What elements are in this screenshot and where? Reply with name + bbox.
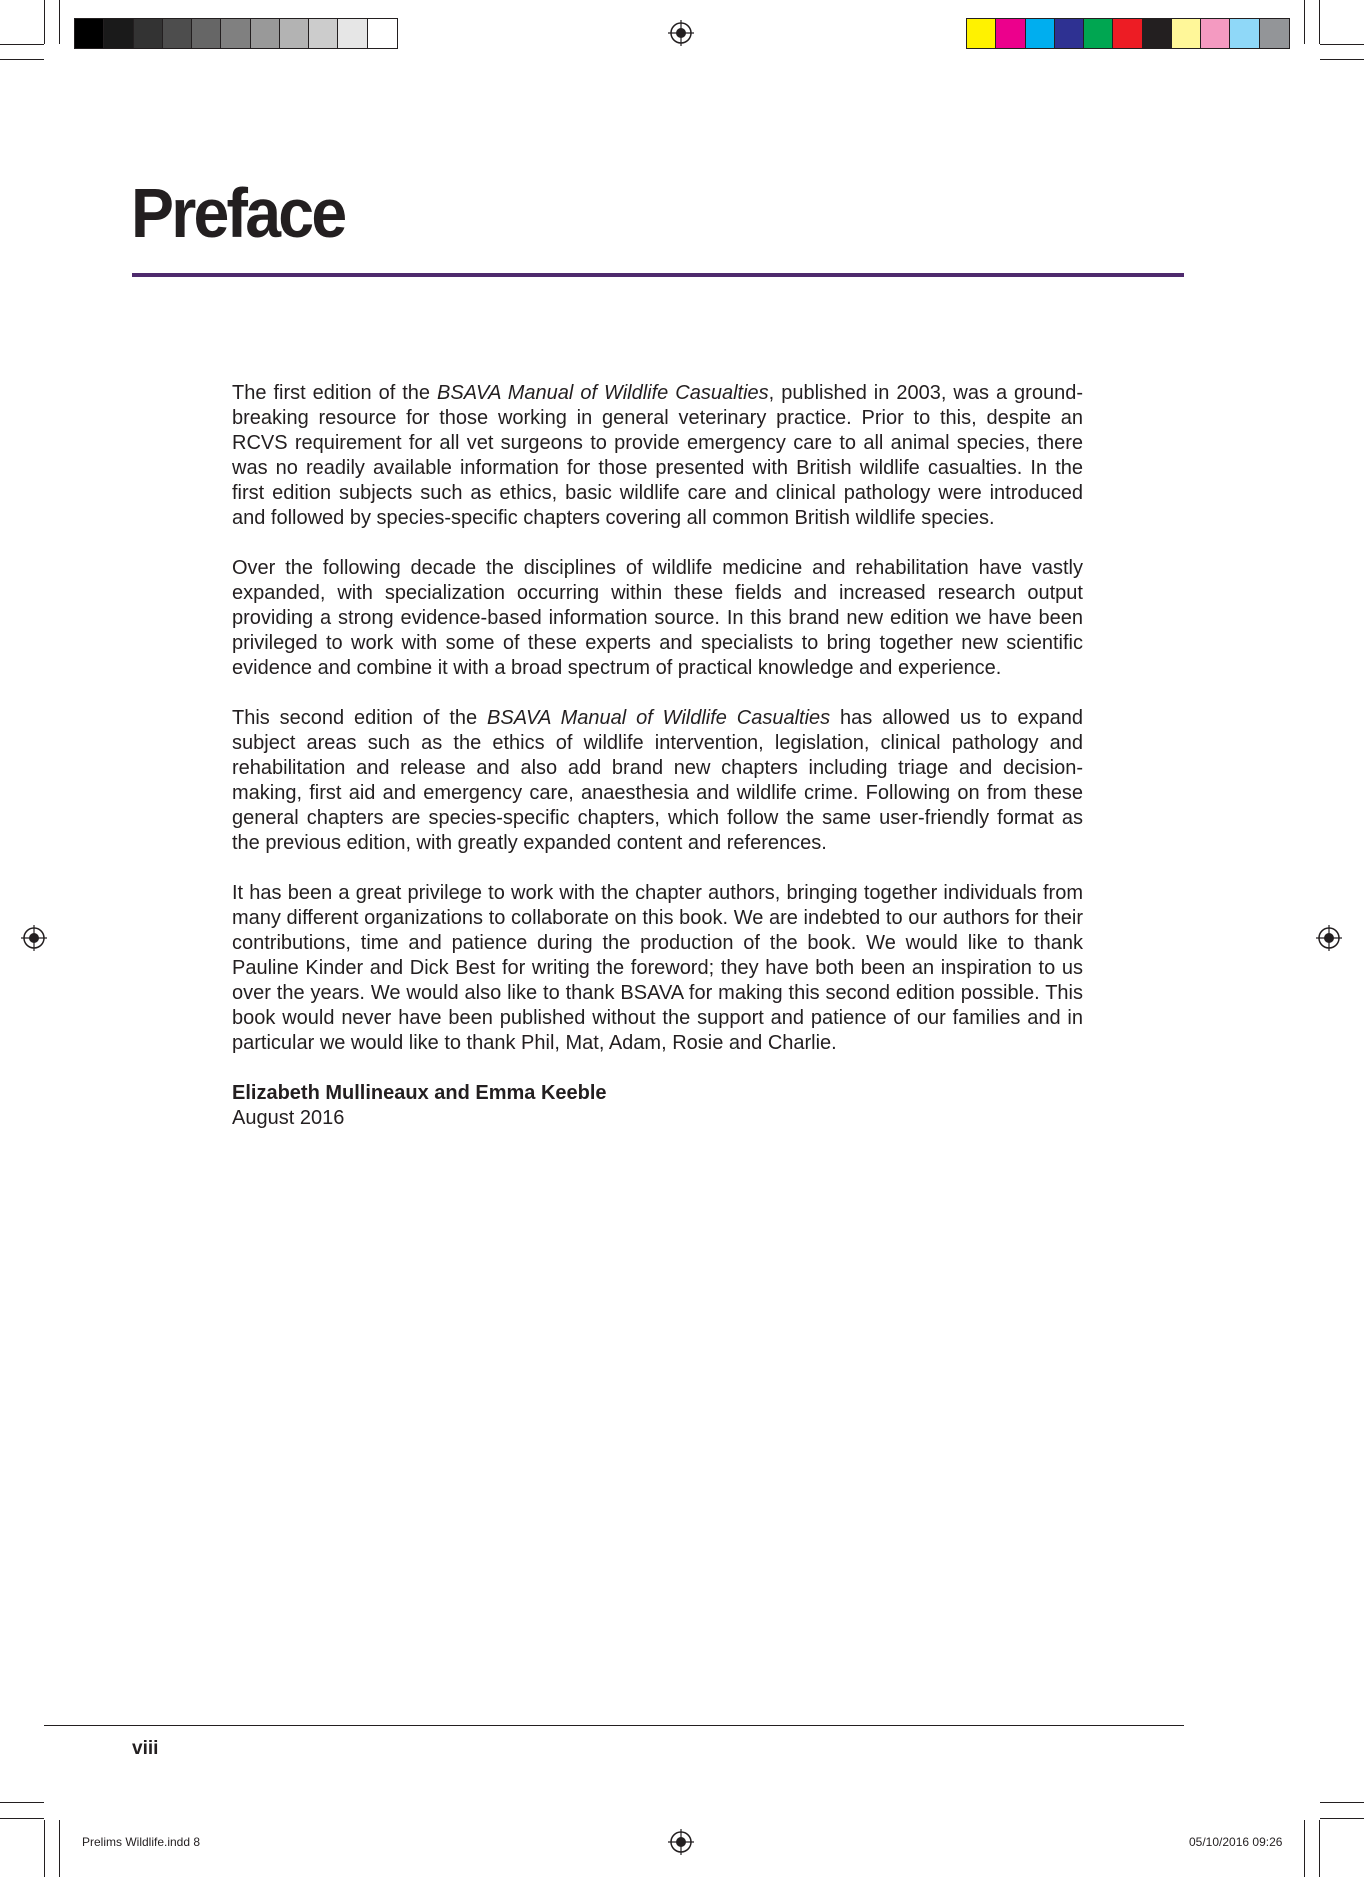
crop-mark <box>1320 1818 1364 1819</box>
color-swatch <box>134 19 163 48</box>
color-swatch <box>1230 19 1259 48</box>
registration-mark-icon <box>668 1829 694 1855</box>
color-swatch <box>368 19 397 48</box>
text-run: This second edition of the <box>232 707 488 729</box>
book-title-italic: BSAVA Manual of Wildlife Casualties <box>487 707 831 729</box>
text-run: , published in 2003, was a ground-breaking resource for those working in general veterinary practice. Prior to this, despite an RCVS requirement for all vet surgeons to provide emergency care to all animal species, there was no readily available information for those presented with British wildlife casualties. In the first edition subjects such as ethics, basic wildlife care and clinical pathology were introduced and followed by species-specific chapters covering all common British wildlife species. <box>232 382 1083 529</box>
text-run: The first edition of the <box>232 382 438 404</box>
slug-datetime: 05/10/2016 09:26 <box>1189 1835 1283 1849</box>
crop-mark <box>1320 59 1364 60</box>
color-swatch <box>996 19 1025 48</box>
color-swatch <box>163 19 192 48</box>
crop-mark <box>59 0 60 44</box>
text-run: has allowed us to expand subject areas such as the ethics of wildlife intervention, legislation, clinical pathology and rehabilitation and release and also add brand new chapters including triage and decision-making, first aid and emergency care, anaesthesia and wildlife crime. Following on from these general chapters are species-specific chapters, which follow the same user-friendly format as the previous edition, with greatly expanded content and references. <box>232 707 1083 854</box>
paragraph-4: It has been a great privilege to work with the chapter authors, bringing together individuals from many different organizations to collaborate on this book. We are indebted to our authors for their contributions, time and patience during the production of the book. We would like to thank Pauline Kinder and Dick Best for writing the foreword; they have both been an inspiration to us over the years. We would also like to thank BSAVA for making this second edition possible. This book would never have been published without the support and patience of our families and in particular we would like to thank Phil, Mat, Adam, Rosie and Charlie. <box>232 882 1083 1054</box>
page-title: Preface <box>131 174 345 252</box>
signature-names: Elizabeth Mullineaux and Emma Keeble <box>232 1082 607 1104</box>
signature-date: August 2016 <box>232 1107 345 1129</box>
crop-mark <box>0 1802 44 1803</box>
color-swatch <box>1026 19 1055 48</box>
crop-mark <box>0 1818 44 1819</box>
slug-filename: Prelims Wildlife.indd 8 <box>82 1835 201 1849</box>
title-rule <box>132 273 1184 277</box>
grayscale-color-bar <box>74 18 398 49</box>
preface-body <box>232 381 1083 1131</box>
color-swatch <box>1113 19 1142 48</box>
paragraph-1 <box>232 381 1083 531</box>
color-swatch <box>192 19 221 48</box>
registration-mark-icon <box>1316 925 1342 951</box>
color-swatch <box>1260 19 1289 48</box>
crop-mark <box>0 44 44 45</box>
color-swatch <box>280 19 309 48</box>
color-swatch <box>1055 19 1084 48</box>
crop-mark <box>1304 0 1305 44</box>
color-swatch <box>75 19 104 48</box>
registration-mark-icon <box>668 20 694 46</box>
crop-mark <box>44 0 45 44</box>
registration-mark-icon <box>21 925 47 951</box>
color-swatch <box>104 19 133 48</box>
color-swatch <box>1084 19 1113 48</box>
crop-mark <box>1319 0 1320 44</box>
book-title-italic: BSAVA Manual of Wildlife Casualties <box>437 382 769 404</box>
color-swatch <box>1172 19 1201 48</box>
crop-mark <box>1320 1802 1364 1803</box>
crop-mark <box>1304 1820 1305 1877</box>
color-swatch <box>1143 19 1172 48</box>
color-swatch <box>309 19 338 48</box>
footer-rule <box>44 1725 1184 1726</box>
paragraph-2: Over the following decade the disciplines of wildlife medicine and rehabilitation have vastly expanded, with specialization occurring within these fields and increased research output providing a strong evidence-based information source. In this brand new edition we have been privileged to work with some of these experts and specialists to bring together new scientific evidence and combine it with a broad spectrum of practical knowledge and experience. <box>232 557 1083 679</box>
crop-mark <box>1320 44 1364 45</box>
color-swatch <box>221 19 250 48</box>
crop-mark <box>1319 1820 1320 1877</box>
process-color-bar <box>966 18 1290 49</box>
page-number: viii <box>132 1738 159 1759</box>
color-swatch <box>1201 19 1230 48</box>
color-swatch <box>251 19 280 48</box>
crop-mark <box>44 1820 45 1877</box>
color-swatch <box>338 19 367 48</box>
color-swatch <box>967 19 996 48</box>
paragraph-3 <box>232 706 1083 856</box>
crop-mark <box>0 59 44 60</box>
crop-mark <box>59 1820 60 1877</box>
